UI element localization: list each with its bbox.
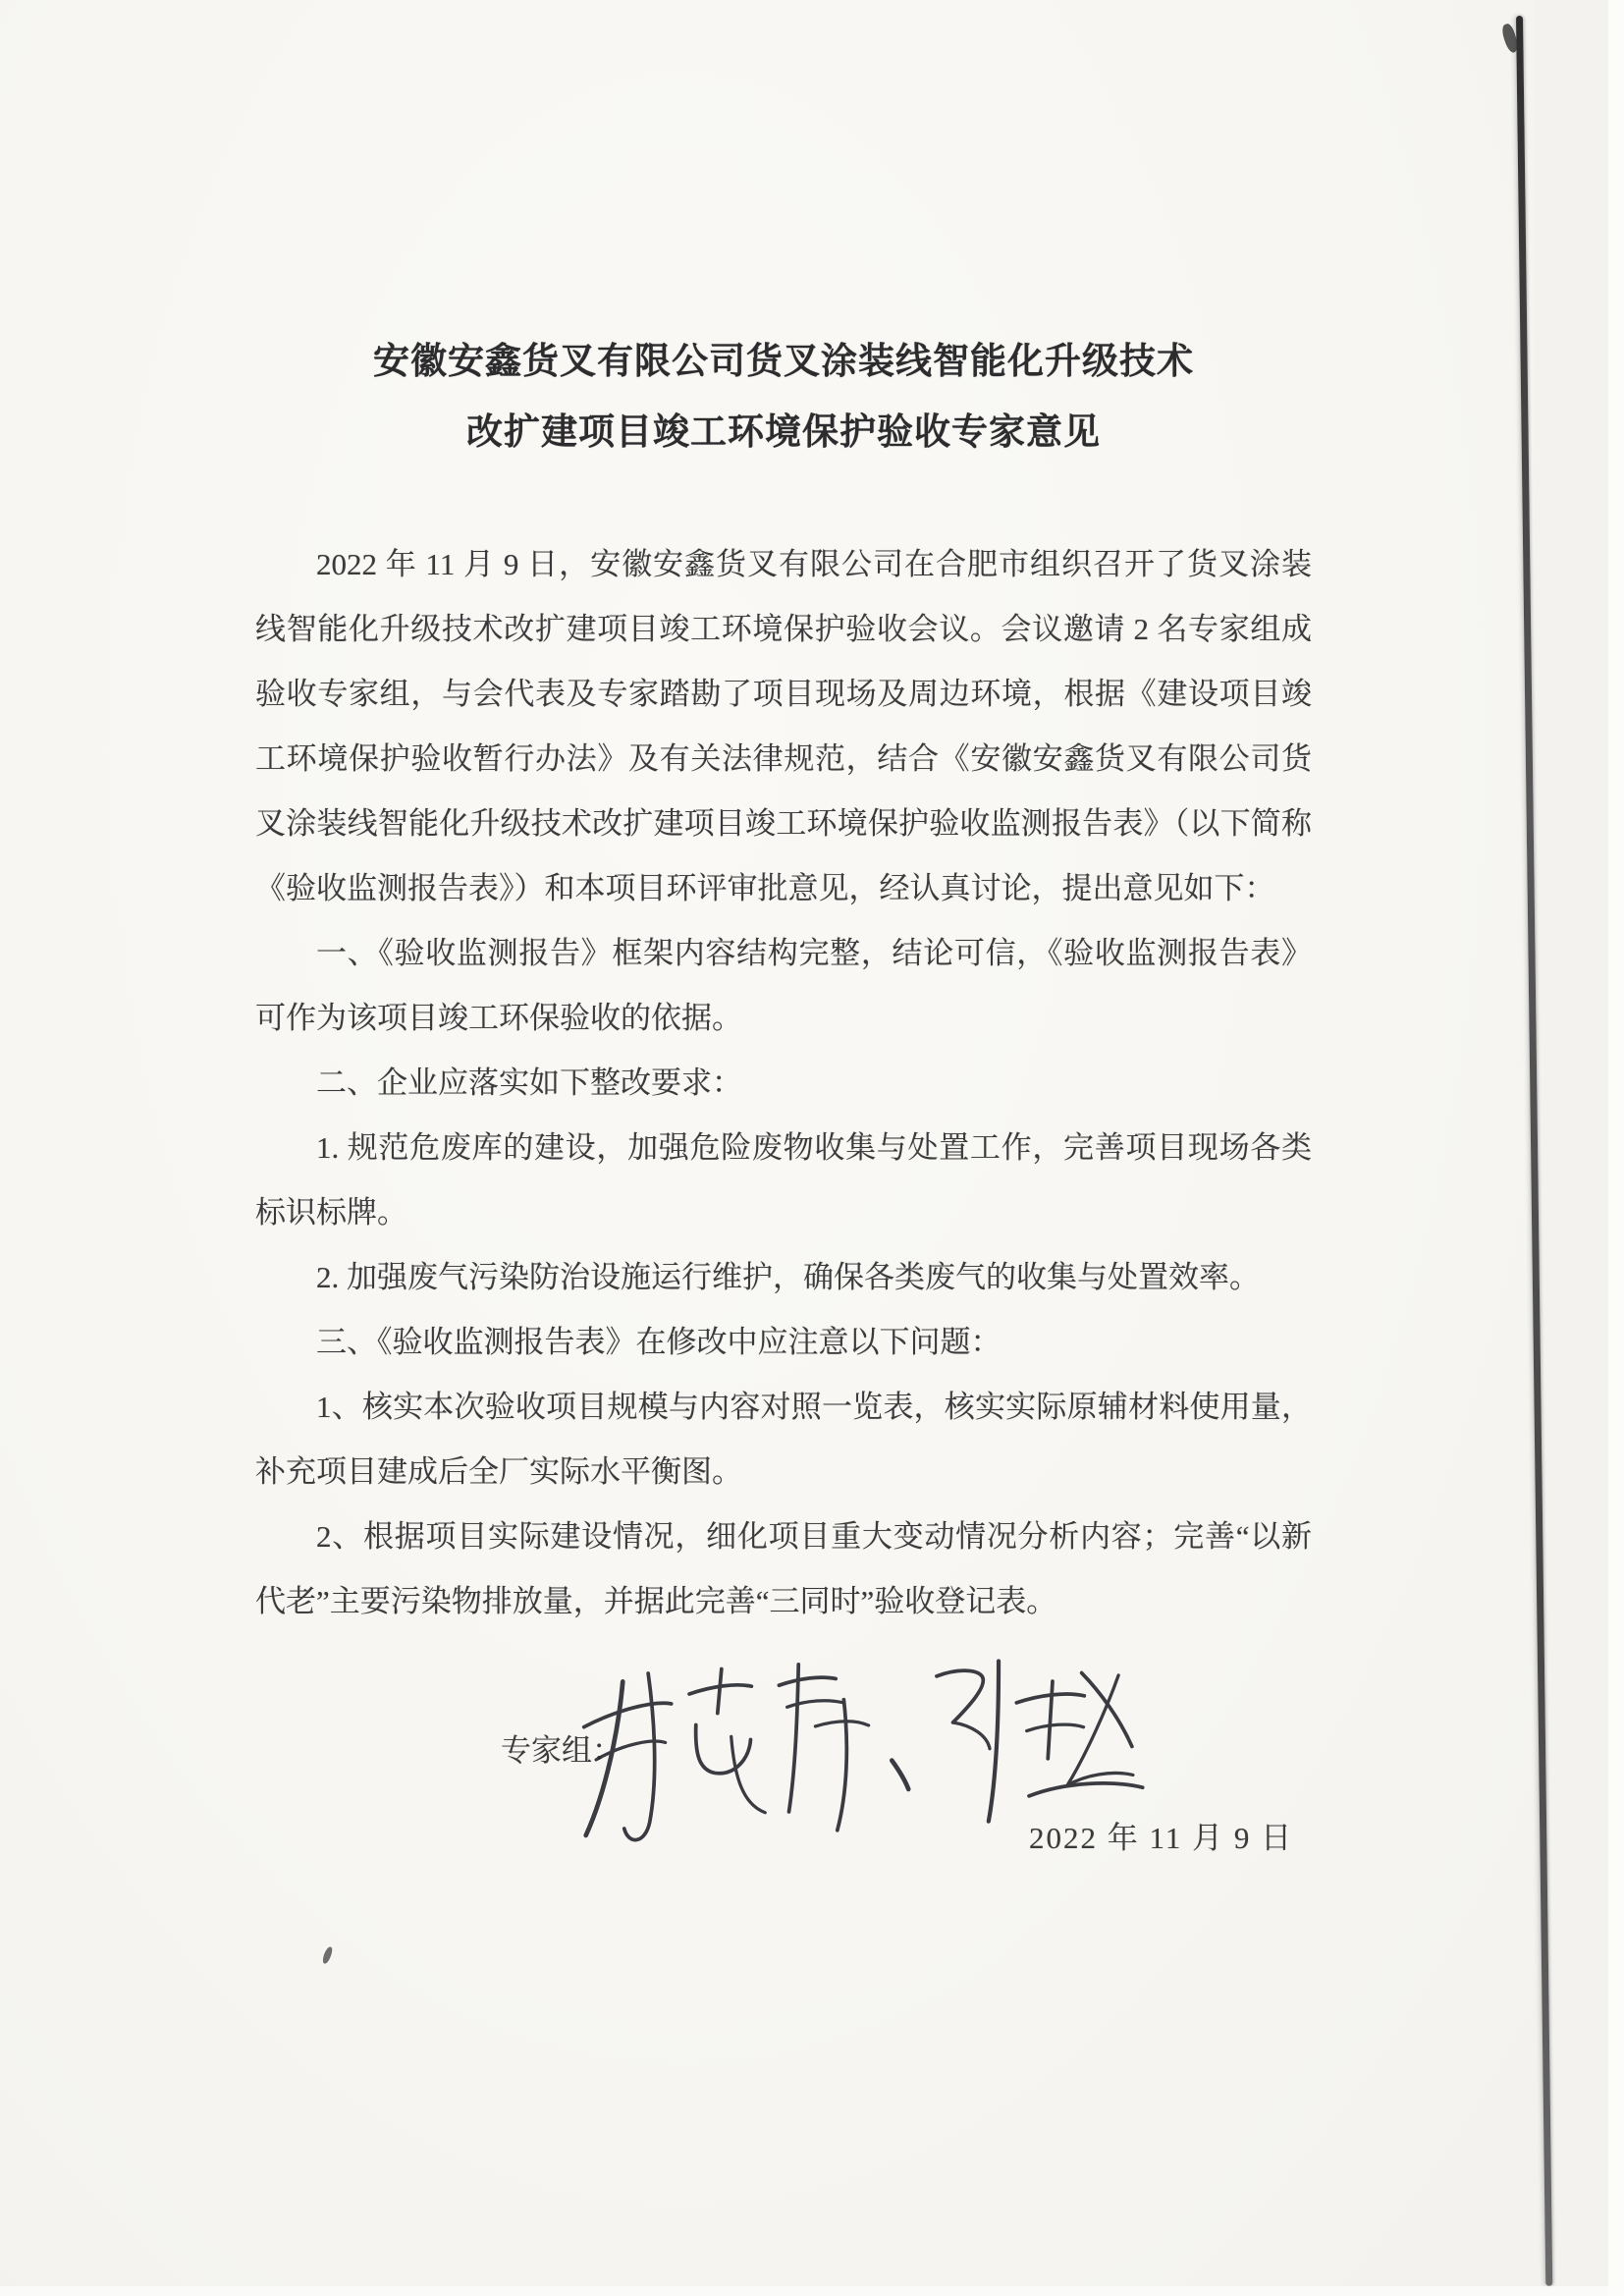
body-paragraph-intro: 2022 年 11 月 9 日，安徽安鑫货叉有限公司在合肥市组织召开了货叉涂装线智能化升级技术改扩建项目竣工环境保护验收会议。会议邀请 2 名专家组成验收专家组，与会代表及专家踏勘了项目现场及周边环境，根据《建设项目竣工环境保护验收暂行办法》及有关法律规范，结合《安徽安鑫货叉有限公司货叉涂装线智能化升级技术改扩建项目竣工环境保护验收监测报告表》（以下简称《验收监测报告表》）和本项目环评审批意见，经认真讨论，提出意见如下： [255, 547, 1312, 905]
title-line-1: 安徽安鑫货叉有限公司货叉涂装线智能化升级技术 [373, 341, 1194, 381]
document-body [255, 532, 1312, 1634]
document-content [255, 326, 1312, 1634]
scan-bottom-edge [0, 2286, 1624, 2296]
body-paragraph-item-1: 一、《验收监测报告》框架内容结构完整，结论可信，《验收监测报告表》可作为该项目竣工环保验收的依据。 [255, 936, 1312, 1035]
signature-date: 2022 年 11 月 9 日 [1029, 1821, 1294, 1855]
body-paragraph-item-2: 二、企业应落实如下整改要求： [316, 1066, 742, 1100]
body-paragraph-item-2-2: 2. 加强废气污染防治设施运行维护，确保各类废气的收集与处置效率。 [316, 1260, 1260, 1294]
body-paragraph-item-2-1: 1. 规范危废库的建设，加强危险废物收集与处置工作，完善项目现场各类标识标牌。 [255, 1130, 1312, 1230]
ink-speck [321, 1945, 333, 1964]
signature-block [255, 1630, 1312, 1925]
scan-white-strip [1608, 0, 1624, 2296]
title-line-2: 改扩建项目竣工环境保护验收专家意见 [466, 411, 1101, 452]
body-paragraph-item-3: 三、《验收监测报告表》在修改中应注意以下问题： [316, 1325, 1001, 1359]
body-paragraph-item-3-1: 1、核实本次验收项目规模与内容对照一览表，核实实际原辅材料使用量，补充项目建成后全厂实际水平衡图。 [255, 1390, 1312, 1489]
document-title [255, 326, 1312, 467]
expert-group-label: 专家组： [501, 1733, 623, 1768]
body-paragraph-item-3-2: 2、根据项目实际建设情况，细化项目重大变动情况分析内容；完善“以新代老”主要污染物排放量，并据此完善“三同时”验收登记表。 [255, 1519, 1312, 1618]
